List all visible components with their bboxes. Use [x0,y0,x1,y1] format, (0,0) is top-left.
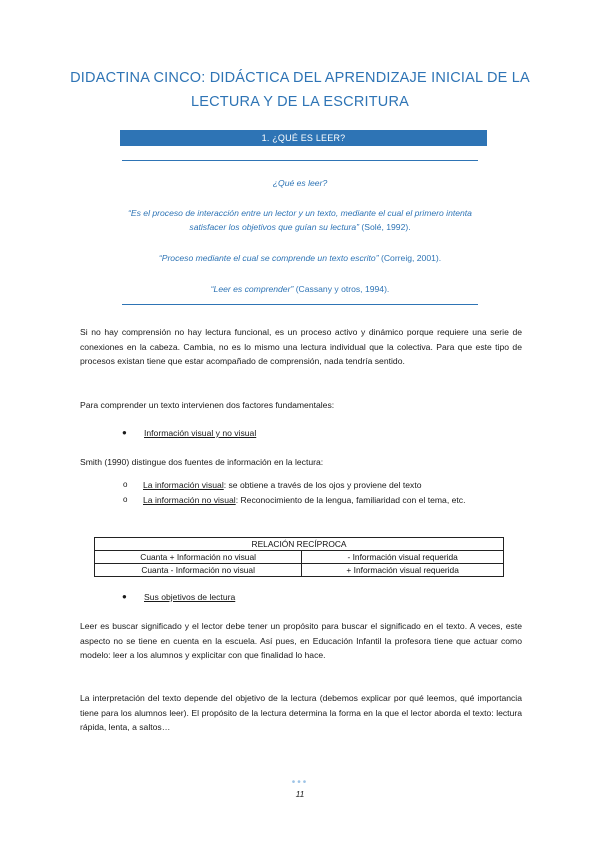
bullet-informacion-label: Información visual y no visual [144,428,257,438]
quote-correig-cite: (Correig, 2001). [378,253,442,263]
paragraph-comprension: Si no hay comprensión no hay lectura funcional, es un proceso activo y dinámico porque requiere una serie de conexiones en la cabeza. Cambia, no es lo mismo una lectura individual que la colectiva. Para que este tipo de procesos existan tiene que estar acompañado de comprensión, nada tendría sentido. [80,327,522,366]
quote-sole-cite: (Solé, 1992). [359,222,411,232]
sub-item-no-visual-label: La información no visual [143,495,236,505]
quote-sole [122,206,478,234]
table-cell: Cuanta + Información no visual [95,551,302,564]
sub-item-visual-label: La información visual [143,480,224,490]
sub-bullet-icon: o [123,495,128,504]
relacion-table [94,537,504,577]
page-dots: ••• [291,777,309,788]
quote-bottom-rule [122,304,478,305]
section-heading: 1. ¿QUÉ ES LEER? [120,130,487,146]
table-cell: - Información visual requerida [302,551,504,564]
sub-item-visual-text: : se obtiene a través de los ojos y proviene del texto [223,480,422,490]
quote-cassany [122,282,478,296]
quote-correig-text: “Proceso mediante el cual se comprende un texto escrito” [158,253,379,263]
sub-item-no-visual [123,493,522,508]
bullet-dot: ● [122,592,127,601]
quote-question: ¿Qué es leer? [272,178,328,188]
bullet-dot: ● [122,428,127,437]
quote-correig [122,251,478,265]
sub-item-no-visual-text: : Reconocimiento de la lengua, familiaridad con el tema, etc. [235,495,466,505]
bullet-objetivos [122,590,236,604]
quote-sole-text: “Es el proceso de interacción entre un lector y un texto, mediante el cual el primero intenta satisfacer los objetivos que guían su lectura” [128,208,472,232]
bullet-informacion [122,426,257,440]
sub-bullet-icon: o [123,480,128,489]
table-row [95,564,504,577]
table-cell: + Información visual requerida [302,564,504,577]
table-header: RELACIÓN RECÍPROCA [95,538,504,551]
page-number: 11 [295,789,305,799]
paragraph-interpretacion: La interpretación del texto depende del objetivo de la lectura (debemos explicar por qué leemos, qué importancia tiene para los alumnos leer). El propósito de la lectura determina la forma en la que el lector aborda el texto: lectura rápida, lenta, a saltos… [80,693,522,732]
quote-cassany-text: “Leer es comprender” [210,284,294,294]
table-header-row [95,538,504,551]
paragraph-factores: Para comprender un texto intervienen dos factores fundamentales: [80,400,335,410]
table-row [95,551,504,564]
document-title: DIDACTINA CINCO: DIDÁCTICA DEL APRENDIZAJE INICIAL DE LA LECTURA Y DE LA ESCRITURA [70,70,530,110]
bullet-objetivos-label: Sus objetivos de lectura [144,592,236,602]
paragraph-significado: Leer es buscar significado y el lector debe tener un propósito para buscar el significado en el texto. A veces, este aspecto no se tiene en cuenta en la escuela. Así pues, en Educación Infantil la profesora tiene que actuar como modelo: leer a los alumnos y explicitar con que finalidad lo hace. [80,621,522,660]
table-cell: Cuanta - Información no visual [95,564,302,577]
quote-cassany-cite: (Cassany y otros, 1994). [293,284,390,294]
quote-top-rule [122,160,478,161]
paragraph-smith: Smith (1990) distingue dos fuentes de información en la lectura: [80,457,324,467]
sub-item-visual [123,478,522,493]
